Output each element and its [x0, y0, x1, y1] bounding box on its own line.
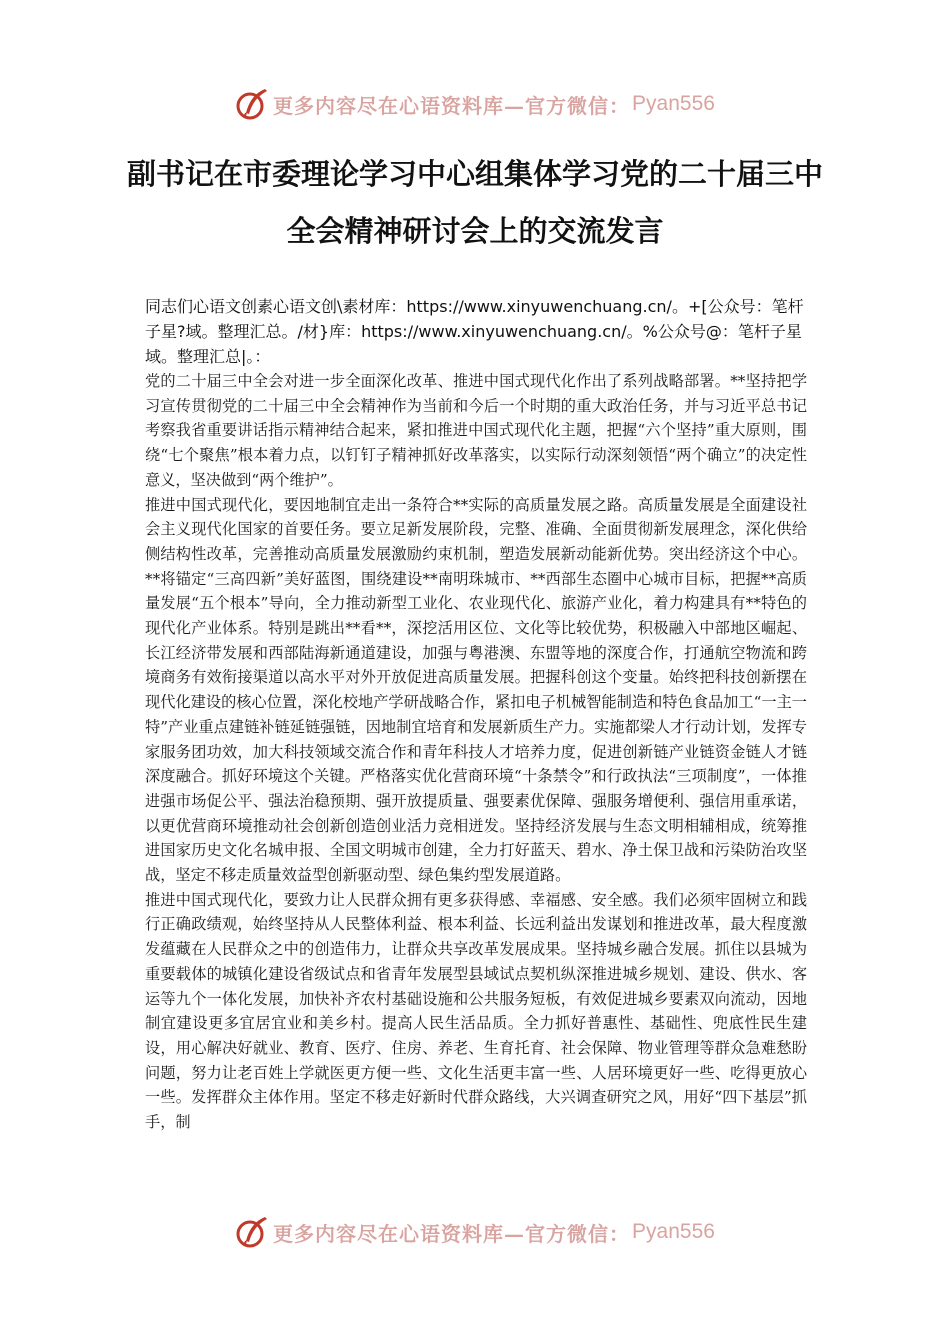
header-banner: [0, 84, 950, 124]
banner-wechat-id: Pyan556: [632, 1220, 715, 1243]
banner-text: 更多内容尽在心语资料库—官方微信：: [273, 1221, 631, 1246]
banner-content: [235, 1215, 715, 1249]
document-title: 副书记在市委理论学习中心组集体学习党的二十届三中全会精神研讨会上的交流发言: [126, 157, 823, 248]
quill-pen-logo-icon: [235, 87, 269, 121]
body-paragraph: 党的二十届三中全会对进一步全面深化改革、推进中国式现代化作出了系列战略部署。**坚持把学习宣传贯彻党的二十届三中全会精神作为当前和今后一个时期的重大政治任务，并与习近平总书记考察我省重要讲话指示精神结合起来，紧扣推进中国式现代化主题，把握“六个坚持”重大原则，围绕“七个聚焦”根本着力点，以钉钉子精神抓好改革落实，以实际行动深刻领悟“两个确立”的决定性意义，坚决做到“两个维护”。: [145, 372, 807, 489]
intro-paragraph: 同志们心语文创素心语文创\素材库：https://www.xinyuwenchuang.cn/。+[公众号：笔杆子星?域。整理汇总。/材}库：https://www.xinyuwenchuang.cn/。%公众号@：笔杆子星域。整理汇总|。：: [145, 297, 804, 366]
banner-content: [235, 87, 715, 121]
document-body: [145, 294, 807, 1135]
footer-banner: [0, 1212, 950, 1252]
banner-wechat-id: Pyan556: [632, 92, 715, 115]
body-paragraph: 推进中国式现代化，要因地制宜走出一条符合**实际的高质量发展之路。高质量发展是全面建设社会主义现代化国家的首要任务。要立足新发展阶段，完整、准确、全面贯彻新发展理念，深化供给侧结构性改革，完善推动高质量发展激励约束机制，塑造发展新动能新优势。突出经济这个中心。**将锚定“三高四新”美好蓝图，围绕建设**南明珠城市、**西部生态圈中心城市目标，把握**高质量发展“五个根本”导向，全力推动新型工业化、农业现代化、旅游产业化，着力构建具有**特色的现代化产业体系。特别是跳出**看**，深挖活用区位、文化等比较优势，积极融入中部地区崛起、长江经济带发展和西部陆海新通道建设，加强与粤港澳、东盟等地的深度合作，打通航空物流和跨境商务有效衔接渠道以高水平对外开放促进高质量发展。把握科创这个变量。始终把科技创新摆在现代化建设的核心位置，深化校地产学研战略合作，紧扣电子机械智能制造和特色食品加工“一主一特”产业重点建链补链延链强链，因地制宜培育和发展新质生产力。实施都梁人才行动计划，发挥专家服务团功效，加大科技领域交流合作和青年科技人才培养力度，促进创新链产业链资金链人才链深度融合。抓好环境这个关键。严格落实优化营商环境“十条禁令”和行政执法“三项制度”，一体推进强市场促公平、强法治稳预期、强开放提质量、强要素优保障、强服务增便利、强信用重承诺，以更优营商环境推动社会创新创造创业活力竞相迸发。坚持经济发展与生态文明相辅相成，统筹推进国家历史文化名城申报、全国文明城市创建，全力打好蓝天、碧水、净土保卫战和污染防治攻坚战，坚定不移走质量效益型创新驱动型、绿色集约型发展道路。: [145, 495, 807, 885]
body-paragraph: 推进中国式现代化，要致力让人民群众拥有更多获得感、幸福感、安全感。我们必须牢固树立和践行正确政绩观，始终坚持从人民整体利益、根本利益、长远利益出发谋划和推进改革，最大程度激发蕴藏在人民群众之中的创造伟力，让群众共享改革发展成果。坚持城乡融合发展。抓住以县城为重要载体的城镇化建设省级试点和省青年发展型县域试点契机纵深推进城乡规划、建设、供水、客运等九个一体化发展，加快补齐农村基础设施和公共服务短板，有效促进城乡要素双向流动，因地制宜建设更多宜居宜业和美乡村。提高人民生活品质。全力抓好普惠性、基础性、兜底性民生建设，用心解决好就业、教育、医疗、住房、养老、生育托育、社会保障、物业管理等群众急难愁盼问题，努力让老百姓上学就医更方便一些、文化生活更丰富一些、人居环境更好一些、吃得更放心一些。发挥群众主体作用。坚定不移走好新时代群众路线，大兴调查研究之风，用好“四下基层”抓手，制: [145, 890, 807, 1132]
quill-pen-logo-icon: [235, 1215, 269, 1249]
banner-text: 更多内容尽在心语资料库—官方微信：: [273, 93, 631, 118]
